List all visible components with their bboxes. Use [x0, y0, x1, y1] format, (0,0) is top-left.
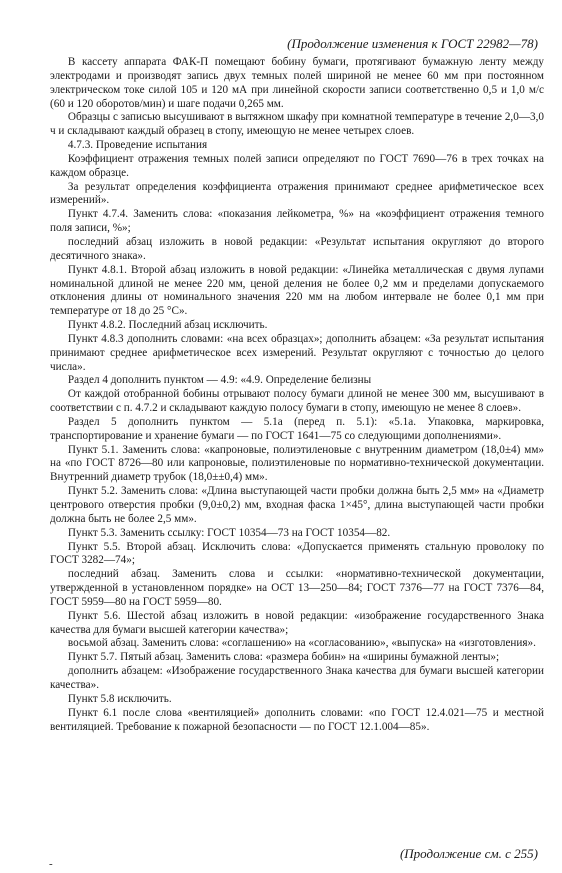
- page-footer: (Продолжение см. с 255): [399, 846, 538, 861]
- document-body: [50, 56, 544, 734]
- page-header: (Продолжение изменения к ГОСТ 22982—78): [287, 36, 538, 51]
- paragraph: 4.7.3. Проведение испытания: [67, 139, 208, 152]
- paragraph: Пункт 4.8.2. Последний абзац исключить.: [67, 319, 268, 332]
- paragraph: Пункт 5.8 исключить.: [67, 692, 172, 705]
- paragraph: Пункт 6.1 после слова «вентиляцией» дополнить словами: «по ГОСТ 12.4.021—75 и местной вентиляцией. Требование к пожарной безопасности — по ГОСТ 12.1.004—85».: [50, 706, 544, 733]
- margin-mark: -: [49, 858, 53, 870]
- paragraph: Коэффициент отражения темных полей записи определяют по ГОСТ 7690—76 в трех точках на каждом образце.: [50, 152, 544, 179]
- paragraph: Пункт 4.8.1. Второй абзац изложить в новой редакции: «Линейка металлическая с двумя лупами номинальной длиной не менее 220 мм, ценой деления не более 0,2 мм и пределами допускаемого отклонения длины от номинального значения 220 мм на любом интервале не более 0,1 мм при температуре от 18 до 25 °С».: [50, 263, 544, 318]
- paragraph: Пункт 5.2. Заменить слова: «Длина выступающей части пробки должна быть 2,5 мм» на «Диаметр центрового отверстия пробки (9,0±0,2) мм, входная фаска 1×45°, длина выступающей части пробки должна быть не более 2,5 мм».: [50, 485, 544, 525]
- paragraph: Пункт 5.1. Заменить слова: «капроновые, полиэтиленовые с внутренним диаметром (18,0±4) мм» на «по ГОСТ 8726—80 или капроновые, полиэтиленовые по нормативно-технической документации. Внутренний диаметр трубок (18,0±±0,4) мм».: [50, 443, 544, 484]
- paragraph: Образцы с записью высушивают в вытяжном шкафу при комнатной температуре в течение 2,0—3,0 ч и складывают каждый образец в стопу, имеющую не менее четырех слоев.: [50, 111, 544, 138]
- paragraph: дополнить абзацем: «Изображение государственного Знака качества для бумаги высшей категории качества».: [50, 665, 544, 691]
- paragraph: последний абзац изложить в новой редакции: «Результат испытания округляют до второго десятичного знака».: [50, 235, 544, 262]
- paragraph: восьмой абзац. Заменить слова: «соглашению» на «согласованию», «выпуска» на «изготовления».: [67, 637, 536, 650]
- paragraph: Пункт 5.3. Заменить ссылку: ГОСТ 10354—73 на ГОСТ 10354—82.: [67, 526, 391, 539]
- paragraph: Пункт 5.6. Шестой абзац изложить в новой редакции: «изображение государственного Знака качества для бумаги высшей категории качества»;: [50, 609, 544, 636]
- paragraph: Пункт 5.5. Второй абзац. Исключить слова: «Допускается применять стальную проволоку по ГОСТ 3282—74»;: [50, 540, 544, 567]
- paragraph: Пункт 4.8.3 дополнить словами: «на всех образцах»; дополнить абзацем: «За результат испытания принимают среднее арифметическое всех измерений. Результат округляют с точностью до целого числа».: [50, 332, 544, 373]
- paragraph: Пункт 5.7. Пятый абзац. Заменить слова: «размера бобин» на «ширины бумажной ленты»;: [67, 651, 500, 664]
- paragraph: В кассету аппарата ФАК-П помещают бобину бумаги, протягивают бумажную ленту между электродами и производят запись двух темных полей шириной не менее 60 мм при постоянном электрическом токе силой 105 и 120 мА при линейной скорости записи соответственно 0,5 и 1,0 м/с (60 и 120 оборотов/мин) и шаге подачи 0,265 мм.: [50, 56, 544, 110]
- paragraph: Пункт 4.7.4. Заменить слова: «показания лейкометра, %» на «коэффициент отражения темного поля записи, %»;: [50, 208, 544, 235]
- paragraph: Раздел 4 дополнить пунктом — 4.9: «4.9. Определение белизны: [67, 374, 372, 387]
- paragraph: последний абзац. Заменить слова и ссылки: «нормативно-технической документации, утвержденной в установленном порядке» на ОСТ 13—250—84; ГОСТ 7376—77 на ГОСТ 7376—84, ГОСТ 5959—80 на ГОСТ 5959—80.: [50, 568, 544, 608]
- paragraph: Раздел 5 дополнить пунктом — 5.1а (перед п. 5.1): «5.1а. Упаковка, маркировка, транспортирование и хранение бумаги — по ГОСТ 1641—75 со следующими дополнениями».: [50, 415, 544, 442]
- paragraph: За результат определения коэффициента отражения принимают среднее арифметическое всех измерений».: [50, 180, 544, 207]
- paragraph: От каждой отобранной бобины отрывают полосу бумаги длиной не менее 300 мм, высушивают в соответствии с п. 4.7.2 и складывают каждую полосу бумаги в стопу, имеющую не менее 8 слоев».: [50, 388, 544, 415]
